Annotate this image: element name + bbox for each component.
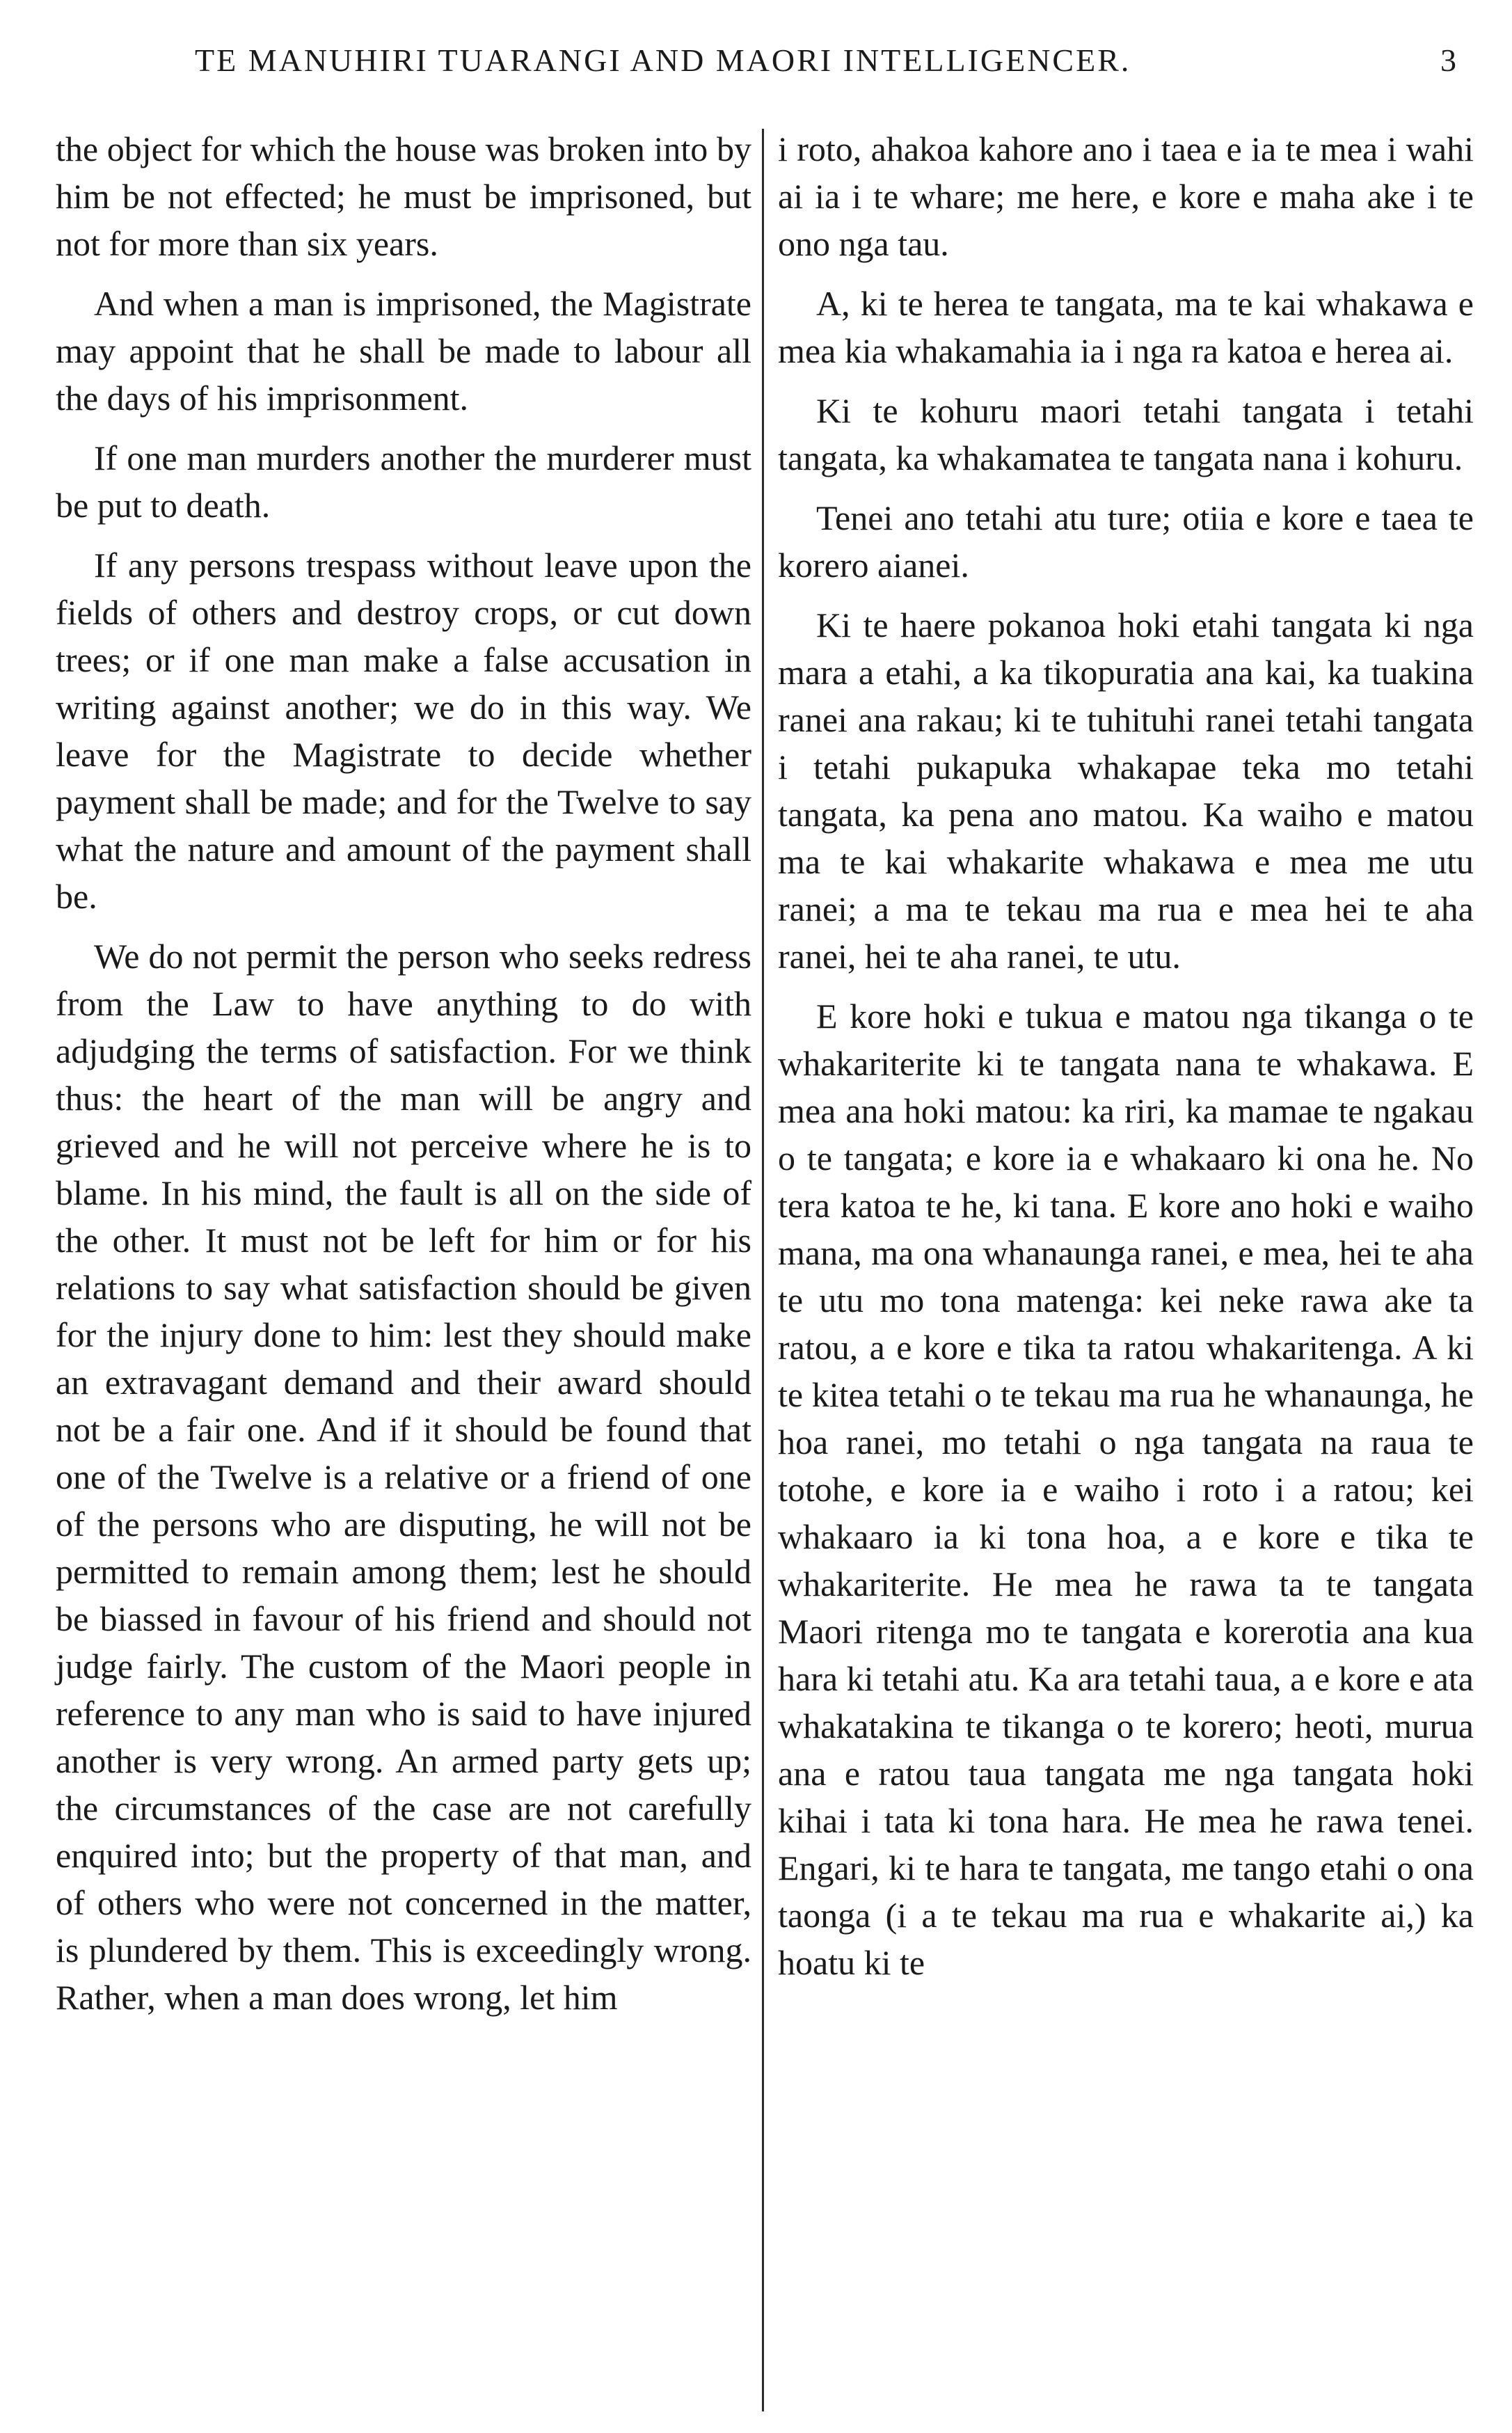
maori-paragraph: i roto, ahakoa kahore ano i taea e ia te mea i wahi ai ia i te whare; me here, e kore e maha ake i te ono nga tau. [778,129,1474,263]
english-paragraph: And when a man is imprisoned, the Magistrate may appoint that he shall be made to labour all the days of his imprisonment. [56,284,751,418]
maori-paragraph: Ki te haere pokanoa hoki etahi tangata ki nga mara a etahi, a ka tikopuratia ana kai, ka tuakina ranei ana rakau; ki te tuhituhi ranei tetahi tangata i tetahi pukapuka whakapae teka mo tetahi tangata, ka pena ano matou. Ka waiho e matou ma te kai whakarite whakawa e mea me utu ranei; a ma te tekau ma rua e mea hei te aha ranei, hei te aha ranei, te utu. [778,605,1474,976]
page-header [56,42,1456,97]
english-paragraph: We do not permit the person who seeks redress from the Law to have anything to do with adjudging the terms of satisfaction. For we think thus: the heart of the man will be angry and grieved and he will not perceive where he is to blame. In his mind, the fault is all on the side of the other. It must not be left for him or for his relations to say what satisfaction should be given for the injury done to him: lest they should make an extravagant demand and their award should not be a fair one. And if it should be found that one of the Twelve is a relative or a friend of one of the persons who are disputing, he will not be permitted to remain among them; lest he should be biassed in favour of his friend and should not judge fairly. The custom of the Maori people in reference to any man who is said to have injured another is very wrong. An armed party gets up; the circumstances of the case are not carefully enquired into; but the property of that man, and of others who were not concerned in the matter, is plundered by them. This is exceedingly wrong. Rather, when a man does wrong, let him [56,937,751,2017]
maori-paragraph: Tenei ano tetahi atu ture; otiia e kore e taea te korero aianei. [778,498,1474,585]
maori-paragraph: A, ki te herea te tangata, ma te kai whakawa e mea kia whakamahia ia i nga ra katoa e herea ai. [778,284,1474,370]
english-paragraph: If one man murders another the murderer must be put to death. [56,438,751,525]
maori-paragraph: Ki te kohuru maori tetahi tangata i tetahi tangata, ka whakamatea te tangata nana i kohuru. [778,391,1474,477]
english-paragraph: the object for which the house was broken into by him be not effected; he must be imprisoned, but not for more than six years. [56,129,751,263]
maori-column [778,125,1474,1999]
maori-paragraph: E kore hoki e tukua e matou nga tikanga o te whakariterite ki te tangata nana te whakawa. E mea ana hoki matou: ka riri, ka mamae te ngakau o te tangata; e kore ia e whakaaro ki ona he. No tera katoa te he, ki tana. E kore ano hoki e waiho mana, ma ona whanaunga ranei, e mea, hei te aha te utu mo tona matenga: kei neke rawa ake ta ratou, a e kore e tika ta ratou whakaritenga. A ki te kitea tetahi o te tekau ma rua he whanaunga, he hoa ranei, mo tetahi o nga tangata na raua te totohe, e kore ia e waiho i roto i a ratou; kei whakaaro ia ki tona hoa, a e kore e tika te whakariterite. He mea he rawa ta te tangata Maori ritenga mo te tangata e korerotia ana kua hara ki tetahi atu. Ka ara tetahi taua, a e kore e ata whakatakina te tikanga o te korero; heoti, murua ana e ratou taua tangata me nga tangata hoki kihai i tata ki tona hara. He mea he rawa tenei. Engari, ki te hara te tangata, me tango etahi o ona taonga (i a te tekau ma rua e whakarite ai,) ka hoatu ki te [778,997,1474,1982]
column-divider [762,129,764,2411]
page-number: 3 [1440,42,1456,78]
english-paragraph: If any persons trespass without leave upon the fields of others and destroy crops, or cut down trees; or if one man make a false accusation in writing against another; we do in this way. We leave for the Magistrate to decide whether payment shall be made; and for the Twelve to say what the nature and amount of the payment shall be. [56,546,751,916]
english-column [56,125,751,2034]
running-title: TE MANUHIRI TUARANGI AND MAORI INTELLIGENCER. [195,42,1131,78]
